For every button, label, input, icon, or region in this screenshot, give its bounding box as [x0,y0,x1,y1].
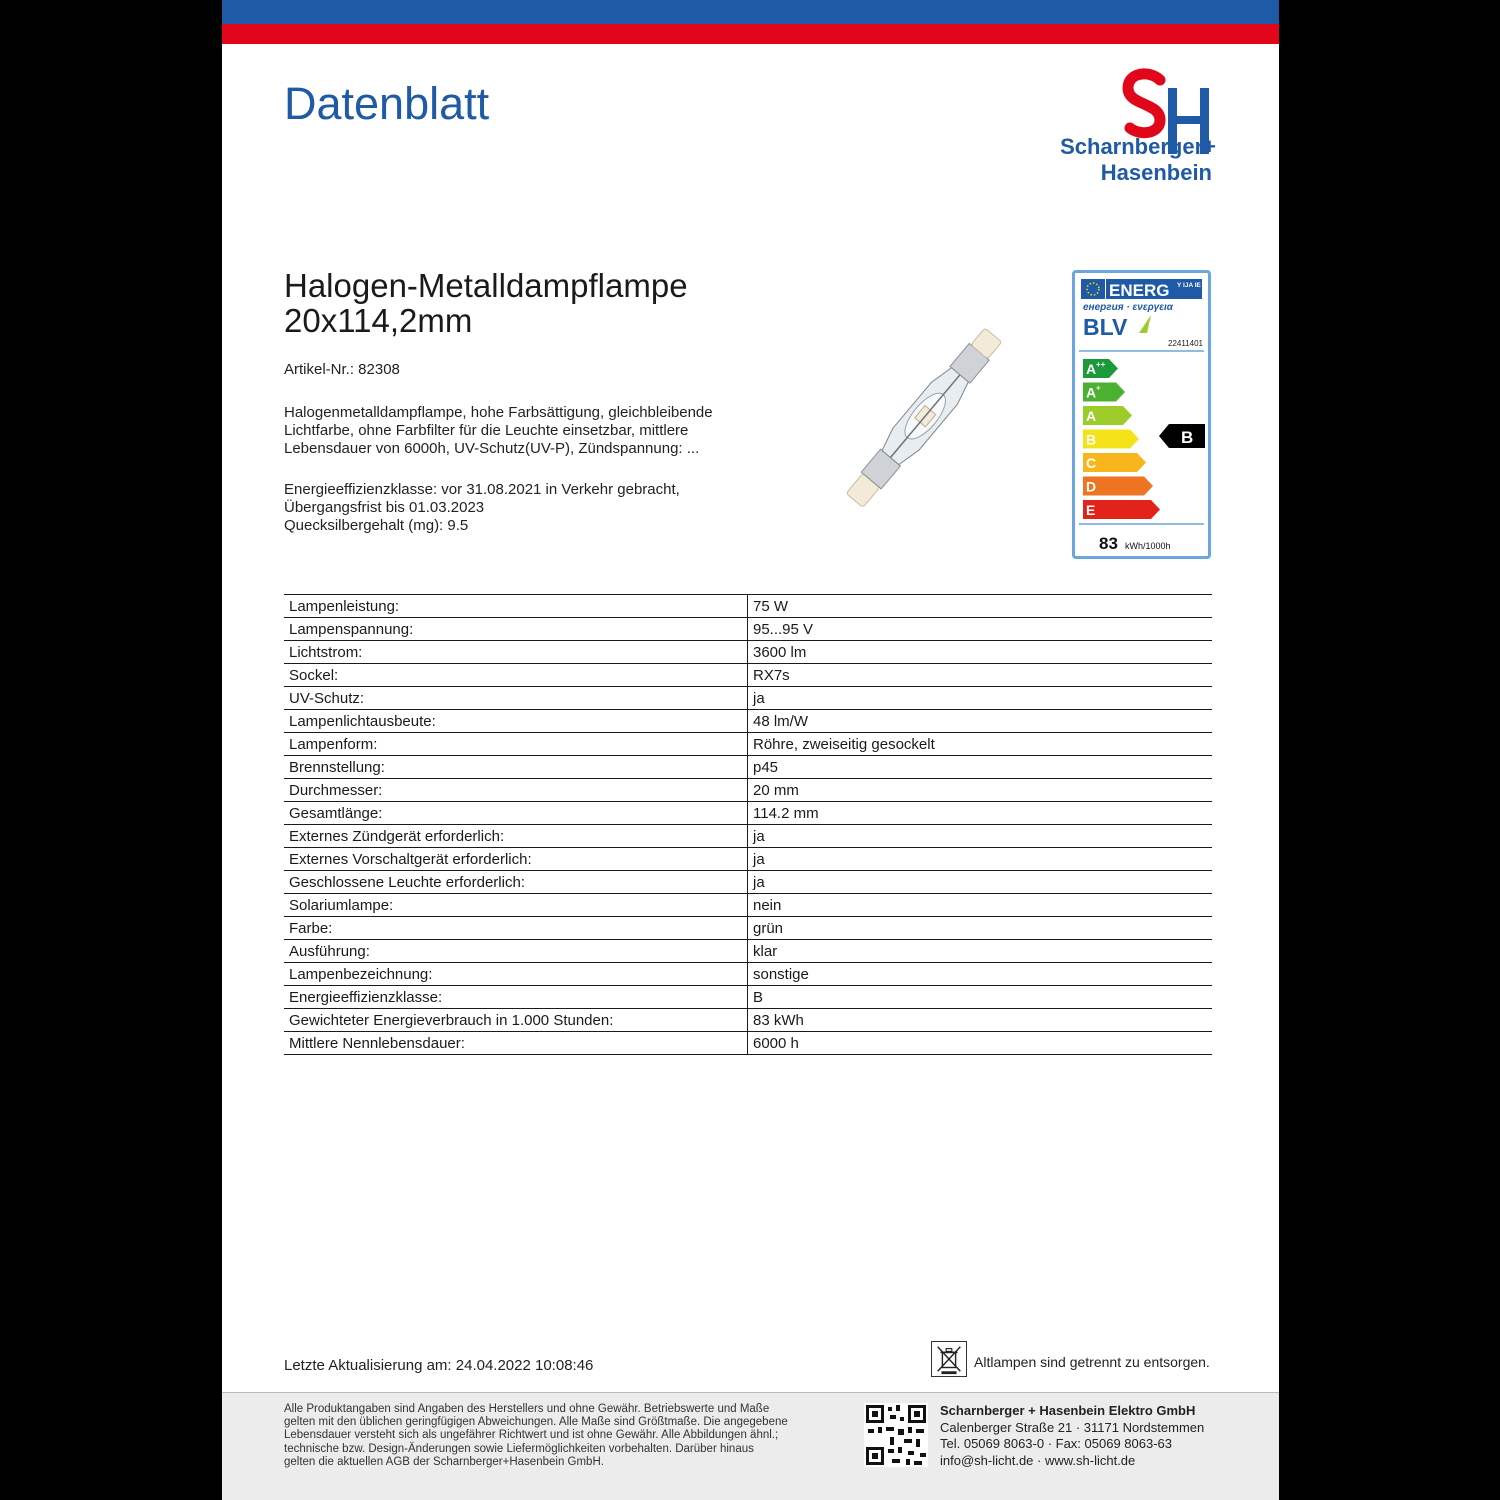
energy-label-graphic [1075,273,1208,556]
spec-value: 20 mm [748,779,1213,802]
energy-consumption-value: 83 [1099,534,1118,553]
spec-key: Brennstellung: [284,756,748,779]
spec-value: p45 [748,756,1213,779]
spec-value: ja [748,871,1213,894]
spec-row [284,940,1212,963]
product-title-line1: Halogen-Metalldampflampe [284,267,688,304]
energy-label-subheader: енергия · ενεργεια [1083,302,1174,313]
datasheet-page [222,0,1279,1500]
energy-class-bar [1083,383,1125,402]
spec-row [284,595,1212,618]
spec-value: grün [748,917,1213,940]
energy-class-label: C [1086,455,1097,471]
disclaimer-line: technische bzw. Design-Änderungen sowie Liefermöglichkeiten vorbehalten. Darüber hinaus [284,1442,754,1455]
spec-value: B [748,986,1213,1009]
spec-value: 114.2 mm [748,802,1213,825]
disclaimer [284,1403,844,1469]
spec-key: Sockel: [284,664,748,687]
spec-value: RX7s [748,664,1213,687]
crossed-bin-icon [931,1341,967,1377]
disclaimer-line: gelten die aktuellen AGB der Scharnberger+Hasenbein GmbH. [284,1455,604,1468]
logo-text-line2: Hasenbein [1100,160,1212,185]
spec-row [284,641,1212,664]
spec-row [284,986,1212,1009]
spec-key: Solariumlampe: [284,894,748,917]
energy-class-bar [1083,430,1139,449]
energy-label-brand: BLV [1083,314,1128,340]
document-title: Datenblatt [284,78,490,129]
spec-value: klar [748,940,1213,963]
spec-row [284,664,1212,687]
eu-flag-icon [1081,279,1105,299]
product-title [284,268,688,338]
company-name: Scharnberger + Hasenbein Elektro GmbH [940,1403,1196,1418]
spec-key: Lampenbezeichnung: [284,963,748,986]
energy-class-bar [1083,359,1118,378]
energy-info-line: Quecksilbergehalt (mg): 9.5 [284,517,469,534]
spec-value: 95...95 V [748,618,1213,641]
footer [222,1392,1279,1500]
spec-row [284,894,1212,917]
energy-class-superscript: ++ [1096,360,1106,369]
spec-key: Energieeffizienzklasse: [284,986,748,1009]
description-line: Lichtfarbe, ohne Farbfilter für die Leuchte einsetzbar, mittlere [284,422,689,439]
energy-class-label: D [1086,478,1097,495]
spec-key: Farbe: [284,917,748,940]
energy-class-superscript: + [1096,383,1101,393]
energy-class-label: B [1086,431,1097,448]
spec-key: Lichtstrom: [284,641,748,664]
spec-row [284,687,1212,710]
spec-row [284,733,1212,756]
spec-key: Durchmesser: [284,779,748,802]
energy-info-line: Übergangsfrist bis 01.03.2023 [284,499,485,516]
spec-row [284,825,1212,848]
spec-row [284,802,1212,825]
energy-label-header: ENERG [1109,281,1170,300]
company-web: info@sh-licht.de · www.sh-licht.de [940,1452,1136,1468]
spec-value: 3600 lm [748,641,1213,664]
spec-row [284,779,1212,802]
description-line: Lebensdauer von 6000h, UV-Schutz(UV-P), Zündspannung: ... [284,440,700,457]
spec-key: Lampenform: [284,733,748,756]
spec-row [284,618,1212,641]
product-title-line2: 20x114,2mm [284,302,473,339]
spec-value: ja [748,687,1213,710]
energy-class-bar [1083,453,1146,472]
spec-value: sonstige [748,963,1213,986]
spec-key: Mittlere Nennlebensdauer: [284,1032,748,1055]
spec-value: ja [748,825,1213,848]
energy-consumption-unit: kWh/1000h [1125,541,1171,551]
energy-class-bar [1083,406,1132,425]
spec-key: Lampenspannung: [284,618,748,641]
description-line: Halogenmetalldampflampe, hohe Farbsättigung, gleichbleibende [284,404,713,421]
energy-class-label: A [1086,408,1097,424]
company-phone: Tel. 05069 8063-0 · Fax: 05069 8063-63 [940,1436,1173,1451]
spec-row [284,1009,1212,1032]
energy-info [284,481,680,535]
disclaimer-line: Lebensdauer versteht sich als ungefährer Richtwert und ist ohne Gewähr. Alle Abbildungen ähnl.; [284,1429,779,1442]
header-band-red [222,24,1279,44]
energy-class-bar [1083,500,1160,519]
header-band-blue [222,0,1279,24]
disclaimer-line: Alle Produktangaben sind Angaben des Herstellers und ohne Gewähr. Betriebswerte und Maße [284,1403,770,1415]
company-info [940,1403,1204,1469]
spec-key: Externes Zündgerät erforderlich: [284,825,748,848]
spec-value: 83 kWh [748,1009,1213,1032]
spec-key: Lampenlichtausbeute: [284,710,748,733]
spec-key: Lampenleistung: [284,595,748,618]
energy-label-header-suffix: Y IJA IE IA [1177,282,1208,289]
company-logo [980,66,1216,186]
spec-value: 48 lm/W [748,710,1213,733]
energy-label-model: 22411401 [1168,339,1203,348]
spec-value: nein [748,894,1213,917]
energy-info-line: Energieeffizienzklasse: vor 31.08.2021 in Verkehr gebracht, [284,481,680,498]
disclaimer-line: gelten mit den üblichen geringfügigen Abweichungen. Alle Maße sind Größtmaße. Die angegebene [284,1416,788,1429]
spec-key: Gewichteter Energieverbrauch in 1.000 Stunden: [284,1009,748,1032]
qr-code-icon [864,1403,928,1467]
last-updated: Letzte Aktualisierung am: 24.04.2022 10:08:46 [284,1357,594,1374]
energy-class-bar [1083,477,1153,496]
spec-key: Externes Vorschaltgerät erforderlich: [284,848,748,871]
spec-key: Ausführung: [284,940,748,963]
disposal-note: Altlampen sind getrennt zu entsorgen. [974,1354,1210,1370]
energy-label [1072,270,1211,559]
spec-value: Röhre, zweiseitig gesockelt [748,733,1213,756]
spec-row [284,710,1212,733]
spec-value: 6000 h [748,1032,1213,1055]
product-description [284,404,713,458]
energy-class-label: A [1086,384,1097,401]
energy-rating-letter: B [1181,428,1194,447]
logo-text-line1: Scharnberger+ [1060,134,1216,159]
energy-class-label: A [1086,361,1097,377]
company-address: Calenberger Straße 21 · 31171 Nordstemmen [940,1419,1205,1435]
lamp-product-image [807,305,1037,535]
energy-class-label: E [1086,502,1096,518]
spec-row [284,917,1212,940]
spec-value: 75 W [748,595,1213,618]
spec-row [284,871,1212,894]
spec-row [284,963,1212,986]
spec-value: ja [748,848,1213,871]
spec-key: Geschlossene Leuchte erforderlich: [284,871,748,894]
article-number: Artikel-Nr.: 82308 [284,361,400,378]
spec-row [284,848,1212,871]
spec-key: UV-Schutz: [284,687,748,710]
spec-row [284,1032,1212,1055]
spec-key: Gesamtlänge: [284,802,748,825]
spec-row [284,756,1212,779]
spec-table [284,594,1212,1055]
